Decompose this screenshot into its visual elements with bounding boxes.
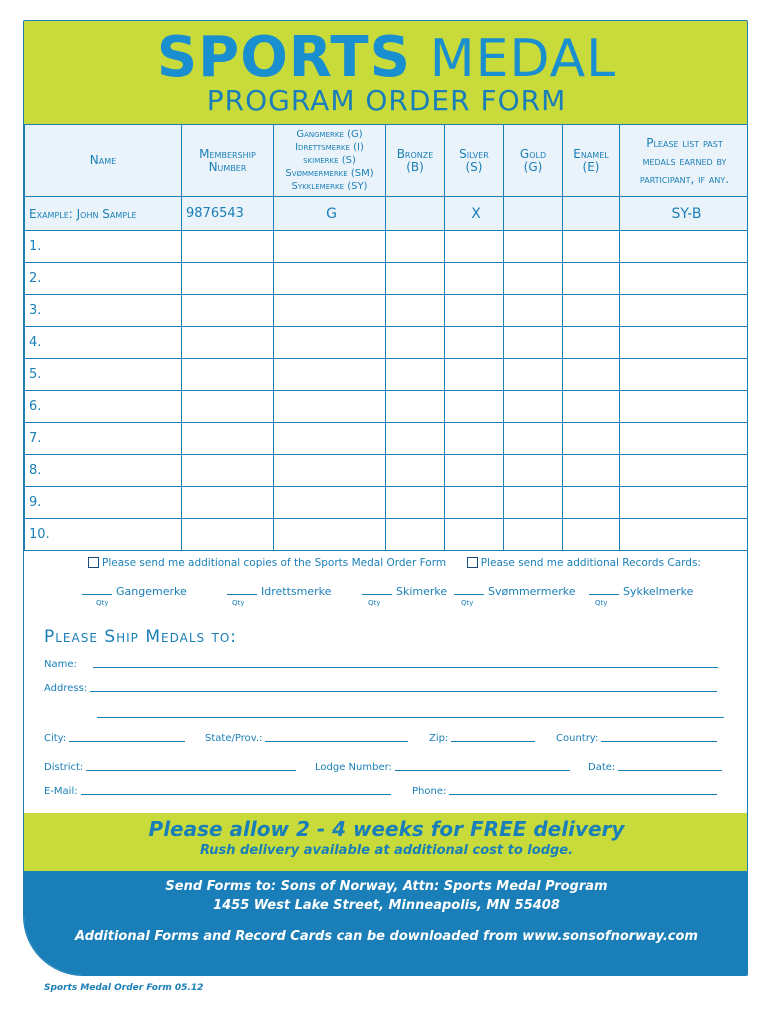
entry-cell[interactable] — [563, 487, 620, 519]
enamel-line-1: Enamel — [573, 146, 609, 161]
send-info-box — [24, 871, 748, 976]
district-field[interactable] — [44, 762, 296, 773]
col-name: Name — [25, 125, 182, 197]
lodge-field[interactable] — [315, 762, 570, 773]
col-bronze — [386, 125, 445, 197]
example-name: Example: John Sample — [25, 197, 182, 231]
past-line-2: medals earned by — [642, 153, 727, 168]
entry-cell[interactable] — [563, 455, 620, 487]
state-label: State/Prov.: — [205, 733, 263, 744]
entry-cell[interactable] — [274, 327, 386, 359]
example-row — [25, 197, 749, 231]
entry-cell[interactable] — [563, 263, 620, 295]
entry-cell[interactable] — [620, 231, 749, 263]
footer-label: Sports Medal Order Form 05.12 — [44, 983, 204, 993]
col-gold — [504, 125, 563, 197]
copies-checkbox[interactable] — [88, 557, 99, 568]
zip-label: Zip: — [429, 733, 449, 744]
entry-cell[interactable] — [445, 359, 504, 391]
zip-field[interactable] — [429, 733, 535, 744]
entry-cell[interactable] — [504, 231, 563, 263]
entry-cell[interactable] — [386, 487, 445, 519]
entry-cell[interactable] — [445, 391, 504, 423]
col-silver — [445, 125, 504, 197]
entry-cell[interactable] — [563, 327, 620, 359]
table-row — [25, 423, 749, 455]
records-checkbox[interactable] — [467, 557, 478, 568]
entry-cell[interactable] — [386, 423, 445, 455]
entry-cell[interactable] — [620, 263, 749, 295]
records-label: Please send me additional Records Cards: — [480, 557, 701, 569]
qty-label: Qty — [595, 599, 608, 607]
col-membership: Membership Number — [182, 125, 274, 197]
row-number: 5. — [25, 359, 182, 391]
country-label: Country: — [556, 733, 599, 744]
entry-cell[interactable] — [274, 295, 386, 327]
enamel-line-2: (E) — [582, 159, 600, 174]
entry-cell[interactable] — [563, 359, 620, 391]
entry-cell[interactable] — [274, 423, 386, 455]
silver-line-1: Silver — [459, 146, 489, 161]
example-membership: 9876543 — [182, 197, 274, 231]
entry-cell[interactable] — [274, 391, 386, 423]
delivery-line-2: Rush delivery available at additional cost to lodge. — [199, 843, 574, 858]
example-past: SY-B — [620, 197, 749, 231]
entry-cell[interactable] — [620, 519, 749, 551]
entry-cell[interactable] — [445, 519, 504, 551]
gold-line-2: (G) — [523, 159, 543, 174]
entry-cell[interactable] — [620, 359, 749, 391]
date-field[interactable] — [588, 762, 722, 773]
type-line-2: Idrettsmerke (I) — [295, 142, 364, 153]
col-enamel — [563, 125, 620, 197]
row-number: 8. — [25, 455, 182, 487]
phone-label: Phone: — [412, 786, 447, 797]
table-row — [25, 359, 749, 391]
entry-cell[interactable] — [182, 327, 274, 359]
entry-cell[interactable] — [620, 327, 749, 359]
card-label: Svømmermerke — [488, 585, 576, 598]
row-number: 1. — [25, 231, 182, 263]
email-label: E-Mail: — [44, 786, 78, 797]
entry-cell[interactable] — [182, 359, 274, 391]
city-field[interactable] — [44, 733, 185, 744]
type-line-5: Sykklemerke (SY) — [291, 181, 368, 192]
qty-label: Qty — [96, 599, 109, 607]
download-line: Additional Forms and Record Cards can be downloaded from www.sonsofnorway.com — [75, 929, 698, 944]
entry-cell[interactable] — [620, 295, 749, 327]
entry-cell[interactable] — [620, 487, 749, 519]
send-line-2: 1455 West Lake Street, Minneapolis, MN 55408 — [213, 898, 560, 913]
form-subtitle: PROGRAM ORDER FORM — [206, 84, 567, 117]
example-gold — [504, 197, 563, 231]
entry-cell[interactable] — [563, 295, 620, 327]
phone-field[interactable] — [412, 786, 717, 797]
entry-cell[interactable] — [563, 391, 620, 423]
send-line-1: Send Forms to: Sons of Norway, Attn: Sports Medal Program — [165, 879, 608, 894]
card-label: Skimerke — [396, 585, 448, 598]
qty-label: Qty — [461, 599, 474, 607]
entry-cell[interactable] — [445, 231, 504, 263]
entry-cell[interactable] — [620, 391, 749, 423]
entry-cell[interactable] — [182, 455, 274, 487]
gold-line-1: Gold — [519, 146, 547, 161]
copies-option — [88, 557, 701, 569]
entry-cell[interactable] — [445, 295, 504, 327]
delivery-banner — [24, 813, 748, 871]
date-label: Date: — [588, 762, 616, 773]
row-number: 10. — [25, 519, 182, 551]
order-form — [23, 20, 748, 976]
card-label: Sykkelmerke — [623, 585, 694, 598]
type-line-1: Gangmerke (G) — [296, 129, 363, 140]
row-number: 9. — [25, 487, 182, 519]
entry-cell[interactable] — [386, 231, 445, 263]
table-row — [25, 295, 749, 327]
card-gangemerke[interactable] — [82, 585, 187, 598]
type-line-4: Svømmermerke (SM) — [285, 168, 374, 179]
entry-cell[interactable] — [620, 455, 749, 487]
city-label: City: — [44, 733, 67, 744]
row-number: 4. — [25, 327, 182, 359]
table-row — [25, 231, 749, 263]
entry-cell[interactable] — [504, 295, 563, 327]
example-bronze — [386, 197, 445, 231]
entry-cell[interactable] — [504, 263, 563, 295]
table-row — [25, 455, 749, 487]
table-row — [25, 263, 749, 295]
entry-cell[interactable] — [386, 359, 445, 391]
delivery-line-1: Please allow 2 - 4 weeks for FREE delivery — [148, 817, 625, 841]
table-row — [25, 487, 749, 519]
card-sykkelmerke[interactable] — [589, 585, 693, 598]
entry-cell[interactable] — [504, 455, 563, 487]
entry-cell[interactable] — [445, 423, 504, 455]
entry-cell[interactable] — [182, 391, 274, 423]
name-label: Name: — [44, 659, 77, 670]
entry-cell[interactable] — [274, 231, 386, 263]
entry-cell[interactable] — [563, 423, 620, 455]
row-number: 6. — [25, 391, 182, 423]
entry-cell[interactable] — [274, 519, 386, 551]
form-header — [24, 21, 748, 124]
card-label: Gangemerke — [116, 585, 187, 598]
silver-line-2: (S) — [465, 159, 483, 174]
entry-cell[interactable] — [504, 359, 563, 391]
entry-cell[interactable] — [504, 423, 563, 455]
entry-cell[interactable] — [386, 327, 445, 359]
bronze-line-2: (B) — [406, 159, 424, 174]
entry-cell[interactable] — [274, 487, 386, 519]
form-title — [24, 25, 748, 90]
row-number: 7. — [25, 423, 182, 455]
entry-cell[interactable] — [504, 327, 563, 359]
entry-cell[interactable] — [274, 359, 386, 391]
entry-cell[interactable] — [182, 487, 274, 519]
copies-label: Please send me additional copies of the Sports Medal Order Form — [102, 557, 447, 569]
entry-cell[interactable] — [504, 487, 563, 519]
past-line-1: Please list past — [646, 135, 723, 150]
entry-cell[interactable] — [445, 263, 504, 295]
table-row — [25, 391, 749, 423]
entry-cell[interactable] — [182, 231, 274, 263]
bronze-line-1: Bronze — [396, 146, 434, 161]
type-line-3: skimerke (S) — [303, 155, 356, 166]
row-number: 3. — [25, 295, 182, 327]
table-header-row — [25, 125, 749, 197]
entry-cell[interactable] — [563, 519, 620, 551]
entry-cell[interactable] — [445, 455, 504, 487]
entry-cell[interactable] — [182, 423, 274, 455]
entry-cell[interactable] — [386, 455, 445, 487]
table-row — [25, 327, 749, 359]
card-skimerke[interactable] — [362, 585, 447, 598]
state-field[interactable] — [205, 733, 408, 744]
col-past-medals — [620, 125, 749, 197]
past-line-3: participant, if any. — [639, 171, 730, 186]
email-field[interactable] — [44, 786, 391, 797]
entry-cell[interactable] — [182, 295, 274, 327]
card-svommermerke[interactable] — [454, 585, 576, 598]
address-line-2[interactable] — [94, 709, 724, 720]
entry-cell[interactable] — [182, 263, 274, 295]
qty-label: Qty — [232, 599, 245, 607]
entry-cell[interactable] — [274, 263, 386, 295]
title-bold: SPORTS — [156, 25, 411, 90]
table-row — [25, 519, 749, 551]
name-field[interactable] — [44, 659, 718, 670]
entry-cell[interactable] — [386, 391, 445, 423]
entry-cell[interactable] — [563, 231, 620, 263]
entry-cell[interactable] — [182, 519, 274, 551]
example-type: G — [274, 197, 386, 231]
district-label: District: — [44, 762, 84, 773]
example-enamel — [563, 197, 620, 231]
address-label: Address: — [44, 683, 88, 694]
example-silver: X — [445, 197, 504, 231]
entry-cell[interactable] — [386, 519, 445, 551]
entry-cell[interactable] — [445, 487, 504, 519]
entry-cell[interactable] — [445, 327, 504, 359]
card-label: Idrettsmerke — [261, 585, 332, 598]
entry-cell[interactable] — [274, 455, 386, 487]
entry-cell[interactable] — [504, 519, 563, 551]
row-number: 2. — [25, 263, 182, 295]
card-idrettsmerke[interactable] — [227, 585, 331, 598]
ship-title: Please Ship Medals to: — [44, 627, 238, 647]
entry-cell[interactable] — [620, 423, 749, 455]
country-field[interactable] — [556, 733, 717, 744]
entry-cell[interactable] — [386, 263, 445, 295]
medal-table — [24, 124, 748, 551]
col-medal-type — [274, 125, 386, 197]
entry-cell[interactable] — [386, 295, 445, 327]
entry-cell[interactable] — [504, 391, 563, 423]
address-field[interactable] — [44, 683, 717, 694]
lodge-label: Lodge Number: — [315, 762, 392, 773]
title-thin: MEDAL — [429, 29, 617, 89]
qty-label: Qty — [368, 599, 381, 607]
